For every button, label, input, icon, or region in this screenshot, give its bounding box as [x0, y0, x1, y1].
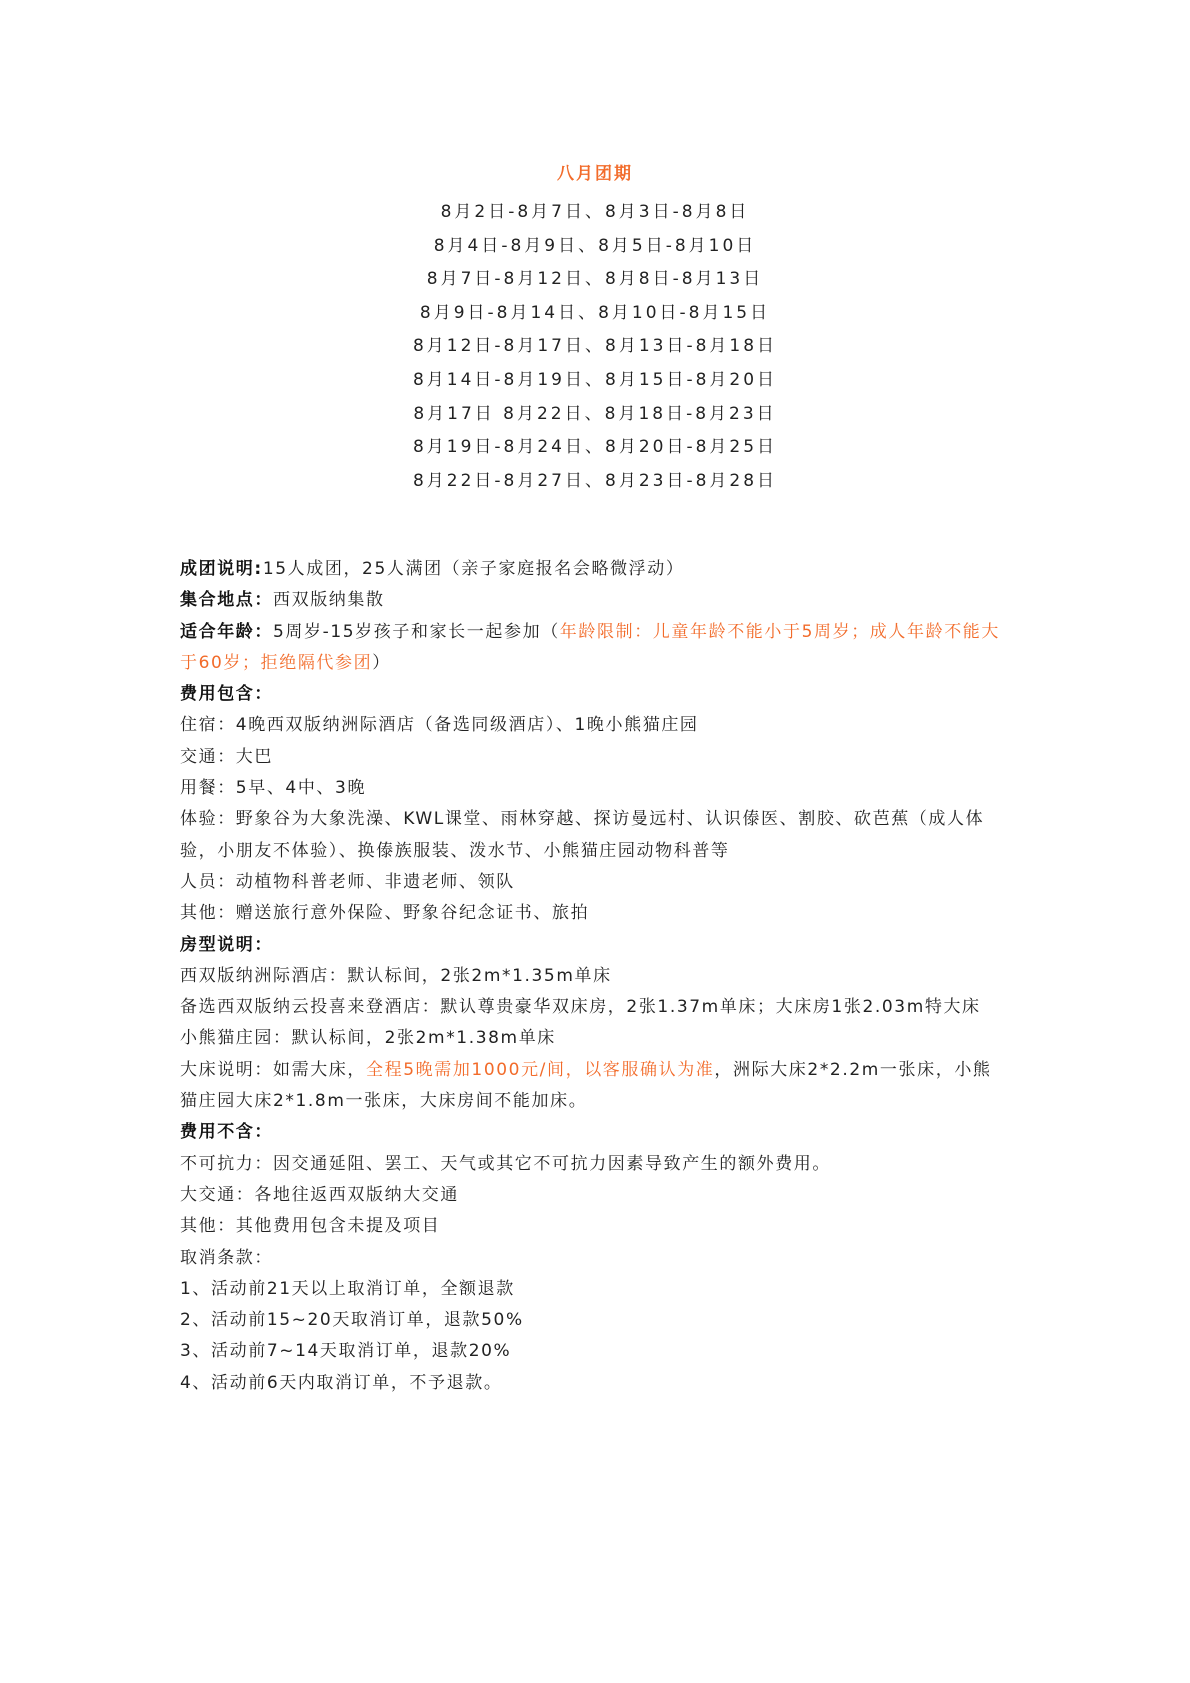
date-row: 8月19日-8月24日、8月20日-8月25日: [412, 437, 778, 458]
date-row: 8月2日-8月7日、8月3日-8月8日: [440, 202, 750, 222]
date-row: 8月14日-8月19日、8月15日-8月20日: [412, 369, 778, 390]
big-bed-prefix: 大床说明：如需大床，: [180, 1059, 366, 1080]
details-section: [180, 554, 1010, 1399]
includes-lodging: 住宿：4晚西双版纳洲际酒店（备选同级酒店）、1晚小熊猫庄园: [180, 715, 699, 736]
group-info: [180, 554, 1010, 585]
excludes-force-majeure: 不可抗力：因交通延阻、罢工、天气或其它不可抗力因素导致产生的额外费用。: [180, 1153, 831, 1174]
rooms-big-bed: [180, 1055, 1010, 1118]
includes-transport: 交通：大巴: [180, 746, 273, 767]
cancel-item: 1、活动前21天以上取消订单，全额退款: [180, 1278, 515, 1299]
cancel-heading: 取消条款：: [180, 1247, 273, 1268]
date-row: 8月22日-8月27日、8月23日-8月28日: [412, 470, 778, 491]
excludes-heading: 费用不含：: [180, 1122, 273, 1143]
cancel-item: 4、活动前6天内取消订单，不予退款。: [180, 1372, 503, 1393]
excludes-big-transport: 大交通：各地往返西双版纳大交通: [180, 1184, 459, 1205]
excludes-other: 其他：其他费用包含未提及项目: [180, 1216, 441, 1237]
meeting-info: [180, 585, 1010, 616]
age-info: [180, 617, 1010, 680]
age-restriction: 年龄限制：儿童年龄不能小于5周岁；成人年龄不能大于60岁；拒绝隔代参团: [180, 621, 1001, 673]
date-row: 8月12日-8月17日、8月13日-8月18日: [412, 336, 778, 357]
meeting-label: 集合地点：: [180, 590, 273, 611]
includes-experience: 体验：野象谷为大象洗澡、KWL课堂、雨林穿越、探访曼远村、认识傣医、割胶、砍芭蕉（成人体验，小朋友不体验）、换傣族服装、泼水节、小熊猫庄园动物科普等: [180, 809, 985, 861]
age-value: 5周岁-15岁孩子和家长一起参加: [273, 621, 542, 642]
age-close-paren: ）: [372, 652, 391, 673]
rooms-panda-manor: 小熊猫庄园：默认标间，2张2m*1.38m单床: [180, 1028, 556, 1049]
date-row: 8月7日-8月12日、8月8日-8月13日: [426, 269, 764, 290]
cancel-item: 2、活动前15~20天取消订单，退款50%: [180, 1310, 524, 1331]
rooms-heading: 房型说明：: [180, 934, 273, 955]
includes-other: 其他：赠送旅行意外保险、野象谷纪念证书、旅拍: [180, 903, 590, 924]
big-bed-highlight: 全程5晚需加1000元/间，以客服确认为准: [366, 1059, 715, 1080]
date-row: 8月9日-8月14日、8月10日-8月15日: [419, 302, 771, 323]
rooms-hotel-sheraton: 备选西双版纳云投喜来登酒店：默认尊贵豪华双床房，2张1.37m单床；大床房1张2.03m特大床: [180, 997, 981, 1018]
big-bed-suffix: ，洲际大床2*2.2m一张床，小熊猫庄园大床2*1.8m一张床，大床房间不能加床。: [180, 1059, 992, 1112]
age-label: 适合年龄：: [180, 621, 273, 642]
includes-staff: 人员：动植物科普老师、非遗老师、领队: [180, 871, 515, 892]
includes-heading: 费用包含：: [180, 684, 273, 705]
includes-meals: 用餐：5早、4中、3晚: [180, 778, 367, 799]
meeting-value: 西双版纳集散: [273, 590, 385, 611]
date-row: 8月4日-8月9日、8月5日-8月10日: [433, 235, 757, 256]
group-label: 成团说明:: [180, 559, 263, 579]
date-list: [0, 196, 1190, 498]
date-row: 8月17日 8月22日、8月18日-8月23日: [413, 403, 777, 424]
rooms-hotel-intercontinental: 西双版纳洲际酒店：默认标间，2张2m*1.35m单床: [180, 965, 612, 986]
age-open-paren: （: [541, 621, 560, 642]
group-value: 15人成团，25人满团（亲子家庭报名会略微浮动）: [262, 559, 685, 579]
cancel-item: 3、活动前7~14天取消订单，退款20%: [180, 1341, 512, 1362]
page-title: 八月团期: [557, 164, 633, 184]
